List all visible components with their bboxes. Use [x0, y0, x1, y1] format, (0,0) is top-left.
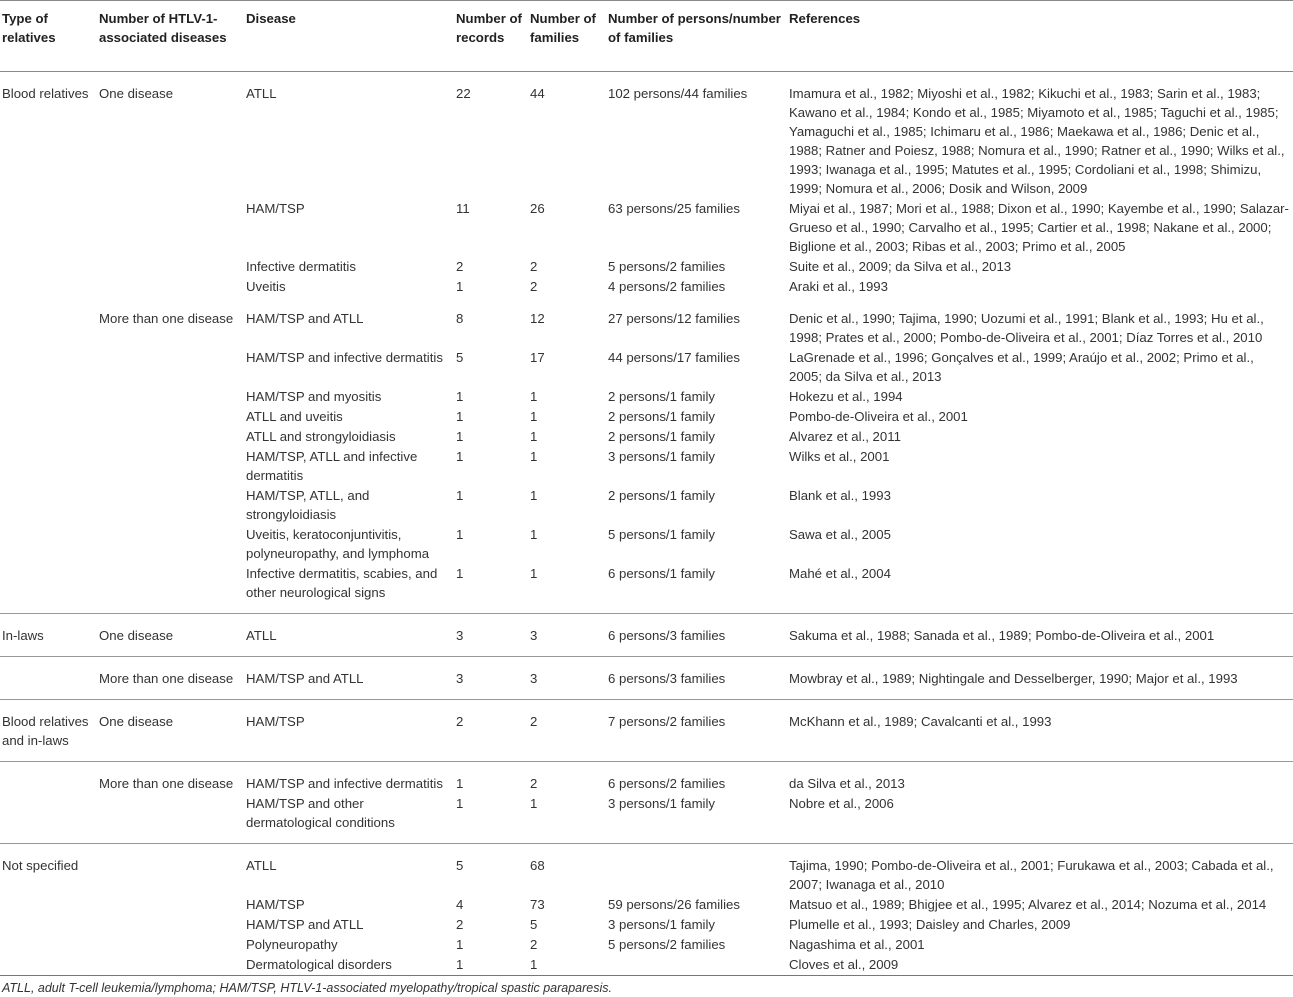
header-type-of-relatives: Type of relatives: [2, 11, 56, 45]
table-row: [0, 447, 1293, 486]
cell-records: 8: [456, 311, 464, 326]
table-row: [0, 657, 1293, 700]
table-row: [0, 257, 1293, 277]
table-row: [0, 762, 1293, 795]
cell-number-of-diseases: [97, 486, 244, 525]
cell-persons-families: 4 persons/2 families: [608, 279, 726, 294]
cell-disease: ATLL: [246, 86, 277, 101]
cell-persons-families: 5 persons/2 families: [608, 259, 726, 274]
cell-type-of-relatives: [0, 257, 97, 277]
cell-records: 1: [456, 566, 464, 581]
cell-disease: HAM/TSP and ATLL: [246, 917, 364, 932]
cell-type-of-relatives: [0, 762, 97, 795]
table-footnote: ATLL, adult T-cell leukemia/lymphoma; HAM/TSP, HTLV-1-associated myelopathy/tropical spastic paraparesis.: [2, 981, 612, 995]
cell-disease: Uveitis, keratoconjuntivitis, polyneuropathy, and lymphoma: [246, 527, 430, 561]
cell-persons-families: 3 persons/1 family: [608, 796, 716, 811]
table-row: [0, 564, 1293, 614]
cell-persons-families: 6 persons/3 families: [608, 671, 726, 686]
cell-families: 1: [530, 409, 538, 424]
cell-references: Blank et al., 1993: [789, 488, 891, 503]
table-row: [0, 277, 1293, 297]
cell-persons-families: [606, 955, 787, 976]
cell-disease: HAM/TSP: [246, 201, 305, 216]
cell-persons-families: 5 persons/1 family: [608, 527, 716, 542]
cell-persons-families: 5 persons/2 families: [608, 937, 726, 952]
cell-number-of-diseases: [97, 564, 244, 614]
cell-families: 12: [530, 311, 545, 326]
cell-number-of-diseases: [97, 348, 244, 387]
table-row: [0, 915, 1293, 935]
table-row: [0, 297, 1293, 348]
cell-records: 1: [456, 409, 464, 424]
cell-references: Cloves et al., 2009: [789, 957, 899, 972]
cell-disease: HAM/TSP and infective dermatitis: [246, 776, 443, 791]
cell-disease: Infective dermatitis, scabies, and other neurological signs: [246, 566, 438, 600]
header-persons-families: Number of persons/number of families: [608, 11, 781, 45]
cell-records: 1: [456, 937, 464, 952]
cell-records: 5: [456, 858, 464, 873]
cell-families: 26: [530, 201, 545, 216]
cell-type-of-relatives: [0, 199, 97, 257]
cell-number-of-diseases: [97, 257, 244, 277]
table-row: [0, 844, 1293, 896]
cell-disease: ATLL: [246, 628, 277, 643]
header-references: References: [789, 11, 861, 26]
cell-records: 22: [456, 86, 471, 101]
cell-families: 1: [530, 566, 538, 581]
cell-families: 1: [530, 527, 538, 542]
cell-references: Mowbray et al., 1989; Nightingale and Desselberger, 1990; Major et al., 1993: [789, 671, 1238, 686]
cell-records: 5: [456, 350, 464, 365]
cell-persons-families: 2 persons/1 family: [608, 488, 716, 503]
cell-disease: HAM/TSP, ATLL and infective dermatitis: [246, 449, 418, 483]
cell-records: 1: [456, 776, 464, 791]
cell-records: 1: [456, 429, 464, 444]
cell-references: Matsuo et al., 1989; Bhigjee et al., 1995; Alvarez et al., 2014; Nozuma et al., 2014: [789, 897, 1267, 912]
cell-type-of-relatives: [0, 427, 97, 447]
cell-disease: Infective dermatitis: [246, 259, 356, 274]
header-number-of-diseases: Number of HTLV-1-associated diseases: [99, 11, 227, 45]
cell-records: 1: [456, 279, 464, 294]
cell-records: 3: [456, 671, 464, 686]
cell-records: 1: [456, 957, 464, 972]
cell-references: Hokezu et al., 1994: [789, 389, 903, 404]
cell-references: da Silva et al., 2013: [789, 776, 905, 791]
cell-references: Denic et al., 1990; Tajima, 1990; Uozumi et al., 1991; Blank et al., 1993; Hu et al., 1998; Prates et al., 2000; Pombo-de-Oliveira et al., 2001; Díaz Torres et al., 2010: [789, 311, 1264, 345]
cell-number-of-diseases: [97, 844, 244, 896]
table-row: [0, 407, 1293, 427]
cell-persons-families: 2 persons/1 family: [608, 429, 716, 444]
cell-disease: HAM/TSP and ATLL: [246, 311, 364, 326]
cell-references: Araki et al., 1993: [789, 279, 888, 294]
cell-type-of-relatives: [0, 935, 97, 955]
header-disease: Disease: [246, 11, 296, 26]
cell-type-of-relatives: [0, 564, 97, 614]
cell-type-of-relatives: [0, 348, 97, 387]
cell-disease: HAM/TSP: [246, 897, 305, 912]
cell-number-of-diseases: [97, 447, 244, 486]
cell-type-of-relatives: [0, 447, 97, 486]
header-number-of-records: Number of records: [456, 11, 522, 45]
cell-references: Mahé et al., 2004: [789, 566, 891, 581]
cell-type-of-relatives: Blood relatives and in-laws: [2, 714, 89, 748]
header-number-of-families: Number of families: [530, 11, 596, 45]
cell-records: 2: [456, 259, 464, 274]
cell-records: 2: [456, 917, 464, 932]
cell-families: 17: [530, 350, 545, 365]
cell-disease: Polyneuropathy: [246, 937, 338, 952]
cell-families: 2: [530, 714, 538, 729]
cell-type-of-relatives: [0, 407, 97, 427]
cell-type-of-relatives: [0, 895, 97, 915]
table-row: [0, 348, 1293, 387]
cell-references: Sakuma et al., 1988; Sanada et al., 1989; Pombo-de-Oliveira et al., 2001: [789, 628, 1215, 643]
cell-persons-families: 6 persons/1 family: [608, 566, 716, 581]
cell-references: Plumelle et al., 1993; Daisley and Charles, 2009: [789, 917, 1071, 932]
cell-number-of-diseases: More than one disease: [99, 671, 234, 686]
cell-number-of-diseases: [97, 525, 244, 564]
cell-persons-families: 2 persons/1 family: [608, 409, 716, 424]
cell-families: 1: [530, 449, 538, 464]
cell-families: 1: [530, 957, 538, 972]
cell-number-of-diseases: [97, 935, 244, 955]
cell-families: 2: [530, 937, 538, 952]
cell-references: McKhann et al., 1989; Cavalcanti et al., 1993: [789, 714, 1052, 729]
cell-records: 1: [456, 488, 464, 503]
cell-persons-families: 7 persons/2 families: [608, 714, 726, 729]
cell-references: Suite et al., 2009; da Silva et al., 2013: [789, 259, 1012, 274]
cell-disease: ATLL: [246, 858, 277, 873]
cell-records: 1: [456, 527, 464, 542]
cell-persons-families: 27 persons/12 families: [608, 311, 740, 326]
cell-records: 1: [456, 389, 464, 404]
cell-references: Miyai et al., 1987; Mori et al., 1988; Dixon et al., 1990; Kayembe et al., 1990; Salazar-Grueso et al., 1990; Carvalho et al., 1995; Cartier et al., 1998; Nakane et al., 2000; Biglione et al., 2003; Ribas et al., 2003; Primo et al., 2005: [789, 201, 1289, 254]
cell-type-of-relatives: [0, 486, 97, 525]
cell-type-of-relatives: [0, 277, 97, 297]
table-row: [0, 486, 1293, 525]
cell-disease: ATLL and uveitis: [246, 409, 343, 424]
cell-disease: HAM/TSP and ATLL: [246, 671, 364, 686]
table-row: [0, 199, 1293, 257]
cell-number-of-diseases: [97, 277, 244, 297]
cell-persons-families: [606, 844, 787, 896]
cell-families: 1: [530, 796, 538, 811]
table-row: [0, 387, 1293, 407]
cell-persons-families: 6 persons/3 families: [608, 628, 726, 643]
cell-records: 3: [456, 628, 464, 643]
cell-disease: HAM/TSP and myositis: [246, 389, 382, 404]
cell-references: Wilks et al., 2001: [789, 449, 890, 464]
cell-number-of-diseases: One disease: [99, 714, 174, 729]
cell-families: 3: [530, 628, 538, 643]
cell-number-of-diseases: [97, 387, 244, 407]
table-row: [0, 525, 1293, 564]
cell-disease: HAM/TSP: [246, 714, 305, 729]
cell-type-of-relatives: [0, 794, 97, 844]
cell-type-of-relatives: [0, 387, 97, 407]
cell-number-of-diseases: One disease: [99, 628, 174, 643]
cell-type-of-relatives: In-laws: [2, 628, 44, 643]
cell-persons-families: 2 persons/1 family: [608, 389, 716, 404]
cell-records: 4: [456, 897, 464, 912]
cell-number-of-diseases: [97, 199, 244, 257]
cell-number-of-diseases: [97, 794, 244, 844]
cell-references: Nagashima et al., 2001: [789, 937, 925, 952]
cell-type-of-relatives: [0, 915, 97, 935]
cell-number-of-diseases: [97, 427, 244, 447]
cell-references: Nobre et al., 2006: [789, 796, 894, 811]
cell-persons-families: 102 persons/44 families: [608, 86, 748, 101]
cell-type-of-relatives: Blood relatives: [2, 86, 89, 101]
cell-persons-families: 63 persons/25 families: [608, 201, 740, 216]
cell-number-of-diseases: More than one disease: [99, 776, 234, 791]
table-body: [0, 72, 1293, 976]
table-row: [0, 614, 1293, 657]
cell-records: 1: [456, 449, 464, 464]
cell-references: LaGrenade et al., 1996; Gonçalves et al., 1999; Araújo et al., 2002; Primo et al., 2005; da Silva et al., 2013: [789, 350, 1254, 384]
cell-persons-families: 44 persons/17 families: [608, 350, 740, 365]
cell-number-of-diseases: [97, 895, 244, 915]
cell-families: 1: [530, 389, 538, 404]
cell-disease: HAM/TSP, ATLL, and strongyloidiasis: [246, 488, 370, 522]
table-row: [0, 935, 1293, 955]
table-row: [0, 700, 1293, 762]
table-row: [0, 72, 1293, 200]
cell-references: Alvarez et al., 2011: [789, 429, 901, 444]
cell-persons-families: 59 persons/26 families: [608, 897, 740, 912]
cell-families: 5: [530, 917, 538, 932]
cell-families: 1: [530, 488, 538, 503]
cell-number-of-diseases: One disease: [99, 86, 174, 101]
cell-records: 2: [456, 714, 464, 729]
table-row: [0, 955, 1293, 976]
cell-disease: Dermatological disorders: [246, 957, 392, 972]
cell-number-of-diseases: More than one disease: [99, 311, 234, 326]
cell-type-of-relatives: [0, 657, 97, 700]
cell-records: 11: [456, 201, 470, 216]
cell-references: Sawa et al., 2005: [789, 527, 891, 542]
cell-type-of-relatives: [0, 525, 97, 564]
cell-type-of-relatives: [0, 955, 97, 976]
cell-number-of-diseases: [97, 955, 244, 976]
cell-families: 2: [530, 279, 538, 294]
cell-number-of-diseases: [97, 915, 244, 935]
cell-families: 3: [530, 671, 538, 686]
table-row: [0, 895, 1293, 915]
cell-type-of-relatives: [0, 297, 97, 348]
cell-disease: Uveitis: [246, 279, 286, 294]
cell-disease: HAM/TSP and other dermatological conditions: [246, 796, 395, 830]
cell-disease: HAM/TSP and infective dermatitis: [246, 350, 443, 365]
cell-persons-families: 6 persons/2 families: [608, 776, 726, 791]
cell-families: 2: [530, 776, 538, 791]
table-header-row: [0, 1, 1293, 72]
cell-persons-families: 3 persons/1 family: [608, 917, 716, 932]
cell-families: 68: [530, 858, 545, 873]
cell-references: Imamura et al., 1982; Miyoshi et al., 1982; Kikuchi et al., 1983; Sarin et al., 1983; Kawano et al., 1984; Kondo et al., 1985; Miyamoto et al., 1985; Taguchi et al., 1985; Yamaguchi et al., 1985; Ichimaru et al., 1986; Maekawa et al., 1986; Denic et al., 1988; Ratner and Poiesz, 1988; Nomura et al., 1990; Ratner et al., 1990; Wilks et al., 1993; Iwanaga et al., 1995; Matutes et al., 1995; Cordoliani et al., 1998; Shimizu, 1999; Nomura et al., 2006; Dosik and Wilson, 2009: [789, 86, 1285, 196]
cell-references: Pombo-de-Oliveira et al., 2001: [789, 409, 968, 424]
cell-type-of-relatives: Not specified: [2, 858, 79, 873]
cell-records: 1: [456, 796, 464, 811]
cell-disease: ATLL and strongyloidiasis: [246, 429, 396, 444]
cell-number-of-diseases: [97, 407, 244, 427]
cell-families: 1: [530, 429, 538, 444]
table-row: [0, 794, 1293, 844]
cell-families: 2: [530, 259, 538, 274]
cell-references: Tajima, 1990; Pombo-de-Oliveira et al., 2001; Furukawa et al., 2003; Cabada et al., 2007; Iwanaga et al., 2010: [789, 858, 1274, 892]
cell-persons-families: 3 persons/1 family: [608, 449, 716, 464]
cell-families: 44: [530, 86, 545, 101]
table-row: [0, 427, 1293, 447]
cell-families: 73: [530, 897, 545, 912]
